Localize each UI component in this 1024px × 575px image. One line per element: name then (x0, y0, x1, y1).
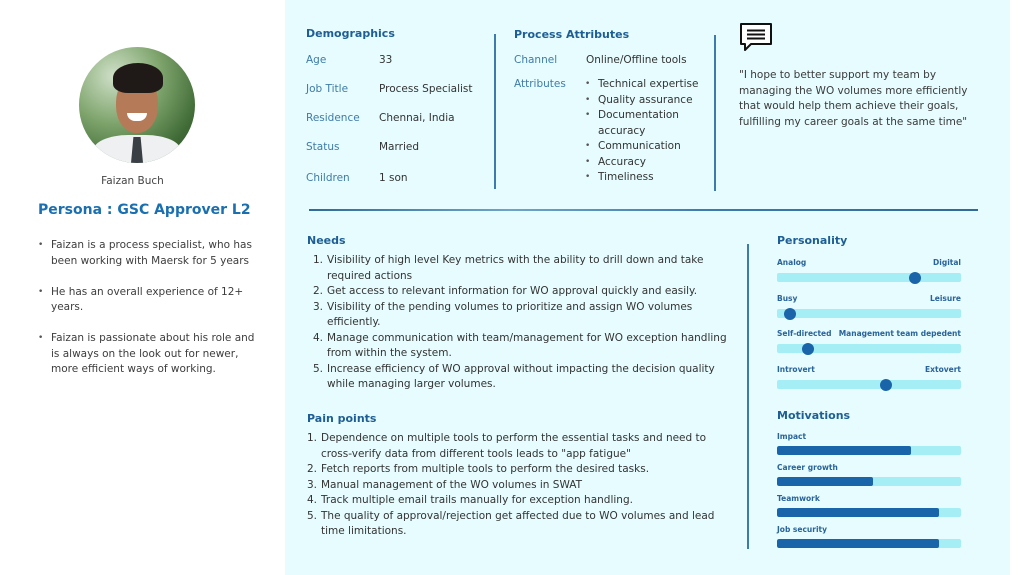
pain-point-item: 5. The quality of approval/rejection get affected due to WO volumes and lead time limitations. (307, 509, 715, 537)
slider-track (777, 273, 961, 282)
attribute-item: • Communication (585, 139, 710, 155)
avatar-hair (113, 63, 163, 93)
needs-item: 4. Manage communication with team/management for WO exception handling from within the system. (313, 331, 727, 359)
needs-list (307, 253, 737, 393)
pain-point-item: 3. Manual management of the WO volumes in SWAT (307, 478, 583, 491)
slider-left-label: Analog (777, 258, 807, 267)
motivation-track (777, 539, 961, 548)
speech-bubble-icon (739, 22, 773, 52)
motivation-label: Teamwork (777, 494, 820, 503)
personality-slider-analog-digital (777, 258, 961, 282)
slider-left-label: Busy (777, 294, 798, 303)
motivation-label: Career growth (777, 463, 838, 472)
pain-points-list (301, 431, 737, 540)
divider-vertical (494, 34, 496, 189)
slider-track (777, 344, 961, 353)
personality-slider-self-directed (777, 329, 961, 353)
demographics-label-residence: Residence (306, 112, 360, 124)
bio-item: • He has an overall experience of 12+ years. (38, 285, 258, 316)
demographics-value-age: 33 (379, 54, 393, 66)
attribute-item: • Documentation accuracy (585, 108, 710, 139)
demographics-label-age: Age (306, 54, 327, 66)
bio-list (38, 238, 258, 393)
avatar (79, 47, 195, 163)
pain-points-heading: Pain points (307, 412, 377, 425)
pain-point-item: 4. Track multiple email trails manually for exception handling. (307, 494, 633, 506)
motivation-label: Impact (777, 432, 807, 441)
pain-point-item: 2. Fetch reports from multiple tools to perform the desired tasks. (307, 463, 650, 475)
motivation-impact (777, 432, 961, 455)
demographics-value-status: Married (379, 141, 419, 153)
attributes-list (585, 77, 710, 186)
motivation-career-growth (777, 463, 961, 486)
slider-knob (909, 272, 921, 284)
motivation-track (777, 508, 961, 517)
demographics-value-children: 1 son (379, 172, 408, 184)
channel-label: Channel (514, 54, 558, 66)
needs-item: 1. Visibility of high level Key metrics with the ability to drill down and take required actions (313, 254, 704, 282)
slider-track (777, 380, 961, 389)
slider-right-label: Management team depedent (838, 329, 961, 338)
attribute-item: • Technical expertise (585, 77, 710, 93)
slider-right-label: Digital (933, 258, 961, 267)
persona-name: Faizan Buch (101, 175, 164, 187)
needs-heading: Needs (307, 234, 346, 247)
slider-left-label: Introvert (777, 365, 815, 374)
demographics-value-residence: Chennai, India (379, 112, 455, 124)
slider-knob (880, 379, 892, 391)
process-attributes-heading: Process Attributes (514, 28, 630, 41)
motivation-fill (777, 539, 939, 548)
demographics-label-status: Status (306, 141, 340, 153)
demographics-heading: Demographics (306, 27, 395, 40)
divider-horizontal (309, 209, 978, 211)
needs-item: 5. Increase efficiency of WO approval without impacting the decision quality while managing larger volumes. (313, 362, 715, 390)
attribute-item: • Quality assurance (585, 93, 710, 109)
bio-item: • Faizan is passionate about his role and is always on the look out for newer, more efficient ways of working. (38, 331, 258, 378)
persona-quote: "I hope to better support my team by managing the WO volumes more efficiently that would help them achieve their goals, fulfilling my career goals at the same time" (739, 69, 968, 128)
attributes-label: Attributes (514, 78, 566, 90)
motivation-track (777, 477, 961, 486)
divider-vertical (714, 35, 716, 191)
personality-heading: Personality (777, 234, 848, 247)
motivation-fill (777, 508, 939, 517)
slider-knob (784, 308, 796, 320)
motivations-heading: Motivations (777, 409, 851, 422)
slider-right-label: Extovert (925, 365, 961, 374)
motivation-fill (777, 477, 873, 486)
personality-slider-introvert-extrovert (777, 365, 961, 389)
persona-title: Persona : GSC Approver L2 (38, 202, 251, 218)
pain-point-item: 1. Dependence on multiple tools to perform the essential tasks and need to cross-verify data from different tools leads to "app fatigue" (307, 432, 707, 460)
personality-slider-busy-leisure (777, 294, 961, 318)
needs-item: 2. Get access to relevant information for WO approval quickly and easily. (313, 285, 698, 297)
motivation-track (777, 446, 961, 455)
motivation-teamwork (777, 494, 961, 517)
demographics-label-job-title: Job Title (306, 83, 349, 95)
profile-sidebar (0, 0, 285, 575)
divider-vertical (747, 244, 749, 549)
slider-left-label: Self-directed (777, 329, 832, 338)
slider-right-label: Leisure (929, 294, 961, 303)
demographics-value-job-title: Process Specialist (379, 83, 473, 95)
bio-item: • Faizan is a process specialist, who has been working with Maersk for 5 years (38, 238, 258, 269)
attribute-item: • Timeliness (585, 170, 710, 186)
slider-knob (802, 343, 814, 355)
needs-item: 3. Visibility of the pending volumes to prioritize and assign WO volumes efficiently. (313, 300, 693, 328)
channel-value: Online/Offline tools (586, 54, 687, 66)
slider-track (777, 309, 961, 318)
motivation-fill (777, 446, 911, 455)
motivation-label: Job security (777, 525, 828, 534)
demographics-label-children: Children (306, 172, 350, 184)
attribute-item: • Accuracy (585, 155, 710, 171)
motivation-job-security (777, 525, 961, 548)
